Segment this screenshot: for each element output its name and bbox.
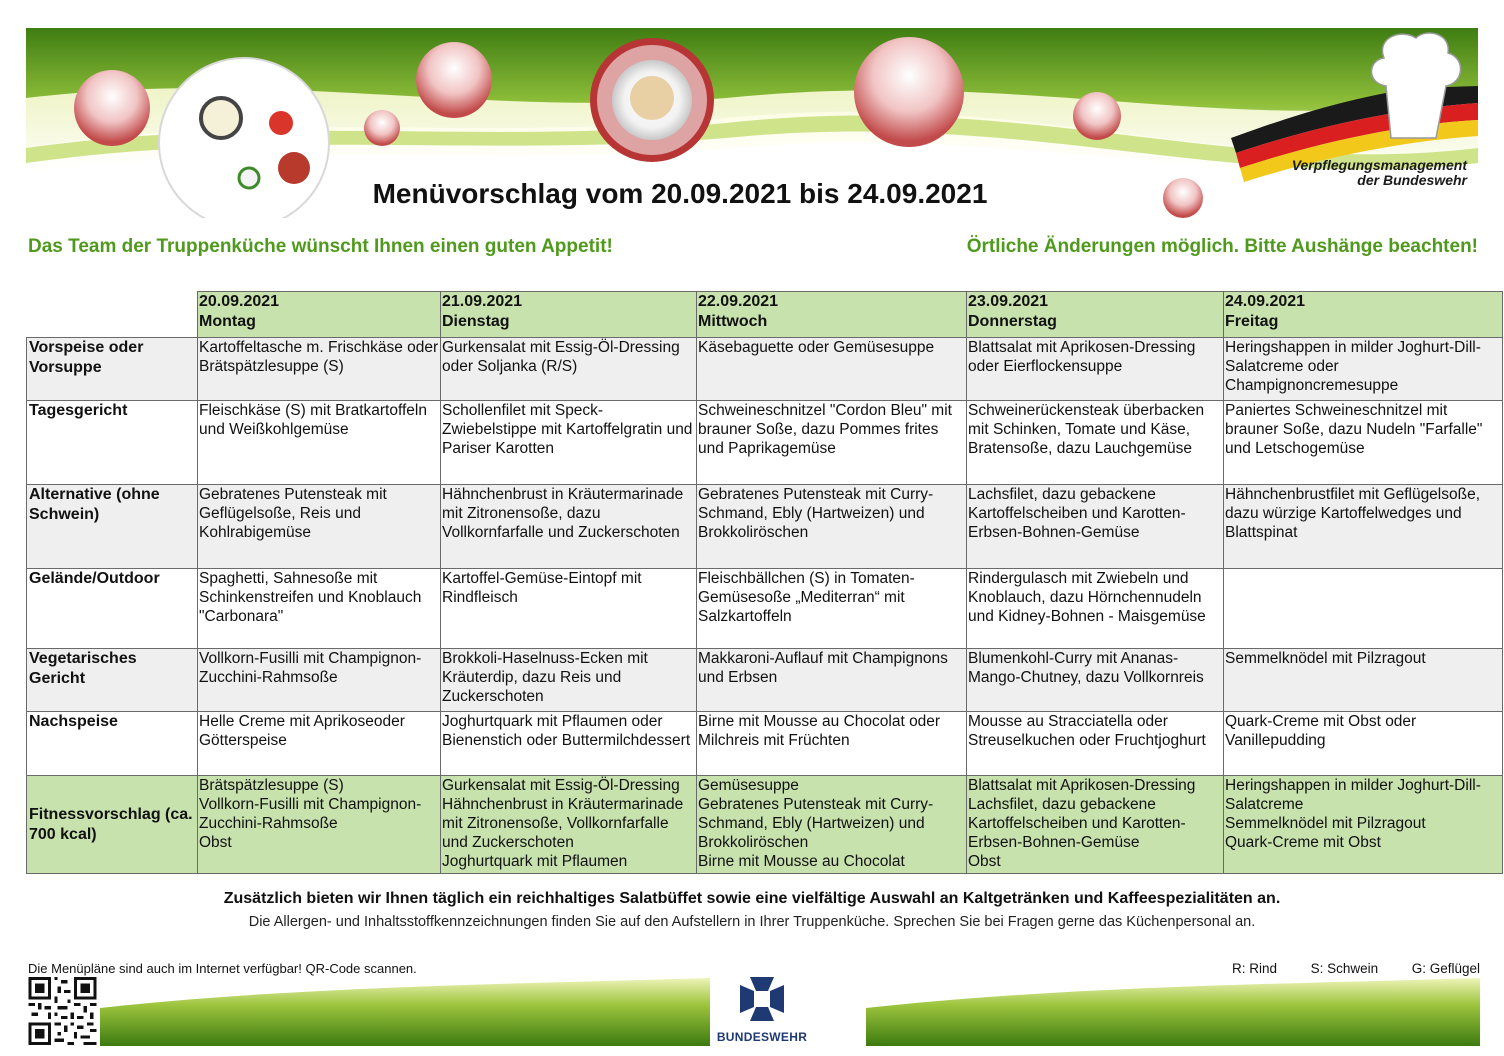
menu-cell: Gebratenes Putensteak mit Curry-Schmand, Ebly (Hartweizen) und Brokkoliröschen (697, 485, 967, 569)
fitness-item: Obst (968, 853, 1001, 870)
row-label: Alternative (ohne Schwein) (27, 485, 198, 569)
meat-legend (1232, 961, 1480, 976)
logo-line-2: der Bundeswehr (1357, 172, 1467, 188)
menu-row-alternative (27, 485, 1503, 569)
row-label: Tagesgericht (27, 401, 198, 485)
menu-cell: Helle Creme mit Aprikoseoder Götterspeise (198, 712, 441, 776)
menu-cell: Hähnchenbrustfilet mit Geflügelsoße, dazu würzige Kartoffelwedges und Blattspinat (1224, 485, 1503, 569)
fitness-item: Birne mit Mousse au Chocolat (698, 853, 905, 870)
internet-note: Die Menüpläne sind auch im Internet verfügbar! QR-Code scannen. (28, 961, 417, 976)
menu-cell: Kartoffel-Gemüse-Eintopf mit Rindfleisch (441, 569, 697, 649)
menu-cell: Blumenkohl-Curry mit Ananas-Mango-Chutney, dazu Vollkornreis (967, 649, 1224, 712)
menu-cell (1224, 569, 1503, 649)
menu-cell: Heringshappen in milder Joghurt-Dill-Salatcreme oder Champignoncremesuppe (1224, 338, 1503, 401)
page-title: Menüvorschlag vom 20.09.2021 bis 24.09.2021 (372, 178, 988, 209)
menu-cell (198, 776, 441, 874)
menu-cell (441, 776, 697, 874)
day-header-row (27, 292, 1503, 338)
menu-cell (1224, 776, 1503, 874)
menu-cell: Makkaroni-Auflauf mit Champignons und Erbsen (697, 649, 967, 712)
row-label: Nachspeise (27, 712, 198, 776)
menu-cell (967, 776, 1224, 874)
day-date: 22.09.2021 (698, 293, 779, 310)
fitness-item: Gurkensalat mit Essig-Öl-Dressing (442, 777, 680, 794)
tagline-left: Das Team der Truppenküche wünscht Ihnen einen guten Appetit! (28, 236, 613, 257)
day-name: Dienstag (442, 313, 510, 330)
menu-cell: Schollenfilet mit Speck-Zwiebelstippe mit Kartoffelgratin und Pariser Karotten (441, 401, 697, 485)
menu-cell: Lachsfilet, dazu gebackene Kartoffelscheiben und Karotten-Erbsen-Bohnen-Gemüse (967, 485, 1224, 569)
menu-row-fitness (27, 776, 1503, 874)
day-name: Montag (199, 313, 256, 330)
fitness-item: Joghurtquark mit Pflaumen (442, 853, 628, 870)
allergen-note: Die Allergen- und Inhaltsstoffkennzeichnungen finden Sie auf den Aufstellern in Ihrer Truppenküche. Sprechen Sie bei Fragen gerne das Küchenpersonal an. (248, 914, 1256, 930)
fitness-item: Quark-Creme mit Obst (1225, 834, 1381, 851)
legend-item: G: Geflügel (1411, 961, 1480, 976)
menu-cell: Semmelknödel mit Pilzragout (1224, 649, 1503, 712)
menu-cell: Schweineschnitzel "Cordon Bleu" mit brauner Soße, dazu Pommes frites und Paprikagemüse (697, 401, 967, 485)
menu-cell: Brokkoli-Haselnuss-Ecken mit Kräuterdip, dazu Reis und Zuckerschoten (441, 649, 697, 712)
day-header (967, 292, 1224, 338)
day-name: Mittwoch (698, 313, 768, 330)
menu-cell: Schweinerückensteak überbacken mit Schinken, Tomate und Käse, Bratensoße, dazu Lauchgemüse (967, 401, 1224, 485)
footer-wave-left (100, 978, 710, 1046)
day-header (1224, 292, 1503, 338)
legend-item: R: Rind (1232, 961, 1278, 976)
fitness-item: Obst (199, 834, 232, 851)
menu-cell: Kartoffeltasche m. Frischkäse oder Brätspätzlesuppe (S) (198, 338, 441, 401)
fitness-item: Gemüsesuppe (698, 777, 799, 794)
bundeswehr-label: BUNDESWEHR (716, 1030, 808, 1044)
menu-table (26, 291, 1503, 874)
menu-cell: Fleischkäse (S) mit Bratkartoffeln und Weißkohlgemüse (198, 401, 441, 485)
day-date: 23.09.2021 (968, 293, 1049, 310)
row-label: Fitnessvorschlag (ca. 700 kcal) (27, 776, 198, 874)
menu-cell: Rindergulasch mit Zwiebeln und Knoblauch, dazu Hörnchennudeln und Kidney-Bohnen - Maisgemüse (967, 569, 1224, 649)
menu-cell: Mousse au Stracciatella oder Streuselkuchen oder Fruchtjoghurt (967, 712, 1224, 776)
corner-cell (27, 292, 198, 338)
day-name: Freitag (1225, 313, 1279, 330)
menu-cell: Spaghetti, Sahnesoße mit Schinkenstreifen und Knoblauch "Carbonara" (198, 569, 441, 649)
menu-cell: Hähnchenbrust in Kräutermarinade mit Zitronensoße, dazu Vollkornfarfalle und Zuckerschoten (441, 485, 697, 569)
day-date: 20.09.2021 (199, 293, 280, 310)
day-date: 24.09.2021 (1225, 293, 1306, 310)
day-header (198, 292, 441, 338)
fitness-item: Gebratenes Putensteak mit Curry-Schmand, Ebly (Hartweizen) und Brokkoliröschen (698, 796, 934, 851)
fitness-item: Vollkorn-Fusilli mit Champignon-Zucchini-Rahmsoße (199, 796, 422, 832)
day-header (441, 292, 697, 338)
legend-item: S: Schwein (1310, 961, 1379, 976)
menu-row-gelaende (27, 569, 1503, 649)
fitness-item: Blattsalat mit Aprikosen-Dressing (968, 777, 1196, 794)
day-header (697, 292, 967, 338)
logo-text (1232, 158, 1467, 188)
menu-row-tagesgericht (27, 401, 1503, 485)
menu-cell: Gurkensalat mit Essig-Öl-Dressing oder Soljanka (R/S) (441, 338, 697, 401)
menu-cell: Fleischbällchen (S) in Tomaten-Gemüsesoße „Mediterran“ mit Salzkartoffeln (697, 569, 967, 649)
row-label: Vorspeise oder Vorsuppe (27, 338, 198, 401)
menu-row-vorspeise (27, 338, 1503, 401)
menu-cell: Joghurtquark mit Pflaumen oder Bienenstich oder Buttermilchdessert (441, 712, 697, 776)
day-date: 21.09.2021 (442, 293, 523, 310)
fitness-item: Lachsfilet, dazu gebackene Kartoffelscheiben und Karotten-Erbsen-Bohnen-Gemüse (968, 796, 1186, 851)
tagline-right: Örtliche Änderungen möglich. Bitte Aushänge beachten! (966, 236, 1478, 257)
footer-wave-right (866, 978, 1480, 1046)
menu-cell: Vollkorn-Fusilli mit Champignon-Zucchini-Rahmsoße (198, 649, 441, 712)
salad-buffet-note: Zusätzlich bieten wir Ihnen täglich ein reichhaltiges Salatbüffet sowie eine vielfältige Auswahl an Kaltgetränken und Kaffeespezialitäten an. (223, 890, 1281, 907)
fitness-item: Heringshappen in milder Joghurt-Dill-Salatcreme (1225, 777, 1481, 813)
menu-row-nachspeise (27, 712, 1503, 776)
qr-code-icon[interactable] (28, 977, 97, 1045)
fitness-item: Semmelknödel mit Pilzragout (1225, 815, 1426, 832)
row-label: Vegetarisches Gericht (27, 649, 198, 712)
menu-row-vegetarisch (27, 649, 1503, 712)
fitness-item: Brätspätzlesuppe (S) (199, 777, 344, 794)
menu-cell: Blattsalat mit Aprikosen-Dressing oder Eierflockensuppe (967, 338, 1224, 401)
logo-line-1: Verpflegungsmanagement (1291, 157, 1467, 173)
menu-cell: Quark-Creme mit Obst oder Vanillepudding (1224, 712, 1503, 776)
menu-cell: Käsebaguette oder Gemüsesuppe (697, 338, 967, 401)
menu-cell: Gebratenes Putensteak mit Geflügelsoße, Reis und Kohlrabigemüse (198, 485, 441, 569)
menu-cell: Birne mit Mousse au Chocolat oder Milchreis mit Früchten (697, 712, 967, 776)
menu-cell: Paniertes Schweineschnitzel mit brauner Soße, dazu Nudeln "Farfalle" und Letschogemüse (1224, 401, 1503, 485)
day-name: Donnerstag (968, 313, 1057, 330)
fitness-item: Hähnchenbrust in Kräutermarinade mit Zitronensoße, Vollkornfarfalle und Zuckerschoten (442, 796, 684, 851)
menu-cell (697, 776, 967, 874)
row-label: Gelände/Outdoor (27, 569, 198, 649)
